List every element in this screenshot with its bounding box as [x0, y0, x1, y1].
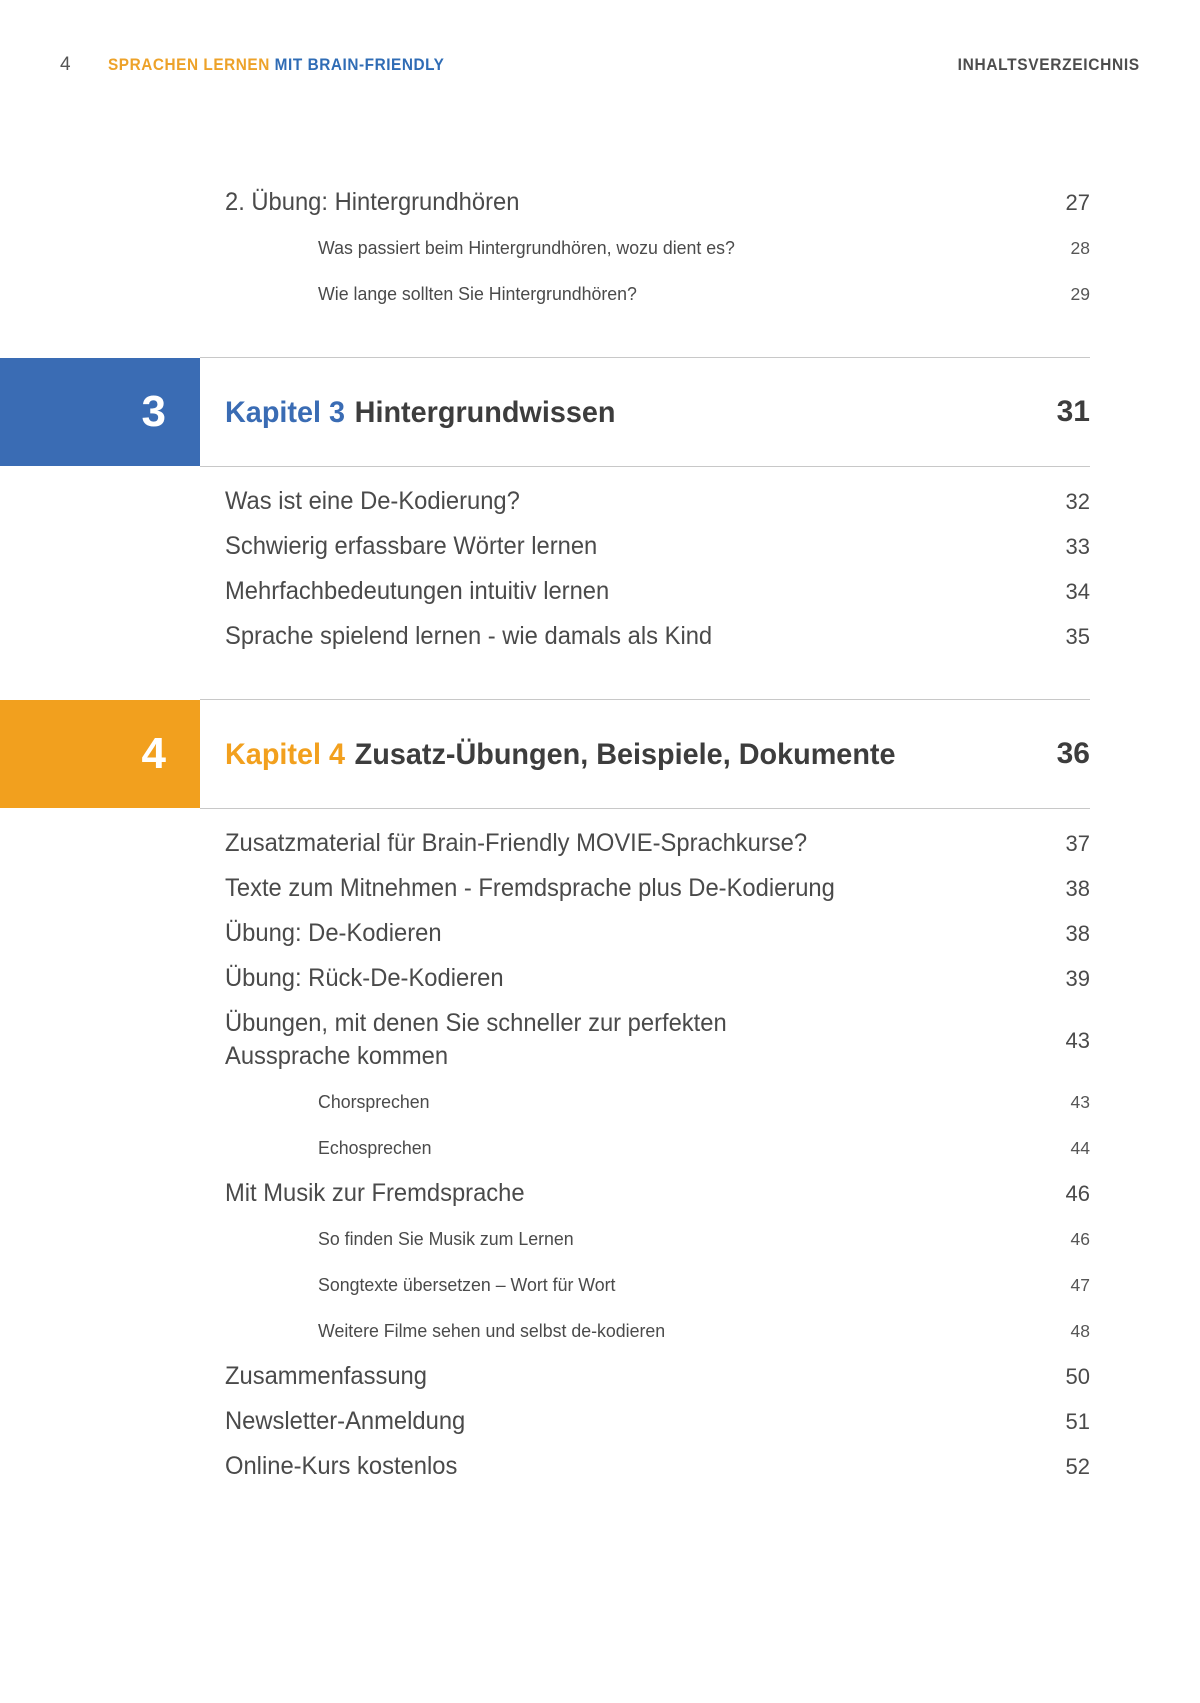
toc-entry-page-number: 44 — [1070, 1138, 1090, 1158]
section-title-header: INHALTSVERZEICHNIS — [957, 56, 1140, 74]
toc-entry-title: Wie lange sollten Sie Hintergrundhören? — [318, 283, 637, 304]
brand-name-primary: SPRACHEN LERNEN — [108, 56, 270, 74]
chapter-title — [225, 392, 615, 433]
chapter-page-number: 36 — [1056, 737, 1090, 770]
toc-entry-title: Mit Musik zur Fremdsprache — [225, 1179, 525, 1207]
toc-entry[interactable] — [0, 614, 1200, 659]
toc-entry-page-number: 29 — [1070, 284, 1090, 304]
toc-entry-page-number: 35 — [1065, 624, 1090, 649]
book-title-brand — [108, 56, 444, 75]
table-of-contents — [0, 118, 1200, 1489]
toc-entry-page-number: 37 — [1065, 831, 1090, 856]
chapter-entry-list — [0, 469, 1200, 659]
toc-subentry[interactable] — [0, 1079, 1200, 1125]
toc-entry-title: Online-Kurs kostenlos — [225, 1452, 458, 1480]
toc-entry-title: Zusatzmaterial für Brain-Friendly MOVIE-Sprachkurse? — [225, 829, 808, 857]
chapter-number-tab — [0, 700, 200, 808]
toc-entry-page-number: 34 — [1065, 579, 1090, 604]
chapter-title — [225, 734, 896, 775]
divider-line — [200, 466, 1090, 467]
chapter-name: Hintergrundwissen — [354, 395, 616, 429]
toc-entry-title: Übung: Rück-De-Kodieren — [225, 964, 504, 992]
toc-entry-title: Was ist eine De-Kodierung? — [225, 487, 520, 515]
toc-entry-page-number: 28 — [1070, 238, 1090, 258]
toc-entry-title: Chorsprechen — [318, 1091, 430, 1112]
toc-lead-entries — [0, 118, 1200, 317]
toc-entry-page-number: 51 — [1065, 1409, 1090, 1434]
chapter-number-tab — [0, 358, 200, 466]
toc-entry-title: Songtexte übersetzen – Wort für Wort — [318, 1274, 616, 1295]
toc-subentry[interactable] — [0, 225, 1200, 271]
toc-entry-page-number: 48 — [1070, 1321, 1090, 1341]
toc-subentry[interactable] — [0, 1125, 1200, 1171]
chapter-label: Kapitel 4 — [225, 737, 346, 771]
toc-entry[interactable] — [0, 1354, 1200, 1399]
toc-entry-title: 2. Übung: Hintergrundhören — [225, 188, 520, 216]
toc-entry[interactable] — [0, 569, 1200, 614]
chapter-label: Kapitel 3 — [225, 395, 346, 429]
toc-chapters — [0, 357, 1200, 1489]
toc-subentry[interactable] — [0, 1308, 1200, 1354]
toc-entry[interactable] — [0, 911, 1200, 956]
toc-entry-title: Sprache spielend lernen - wie damals als Kind — [225, 622, 713, 650]
toc-entry-title: Echosprechen — [318, 1137, 432, 1158]
toc-subentry[interactable] — [0, 1262, 1200, 1308]
chapter-entry-list — [0, 811, 1200, 1489]
toc-entry-page-number: 32 — [1065, 489, 1090, 514]
toc-entry-title: Was passiert beim Hintergrundhören, wozu dient es? — [318, 237, 735, 258]
toc-entry-page-number: 52 — [1065, 1454, 1090, 1479]
toc-subentry[interactable] — [0, 271, 1200, 317]
toc-entry-title: Zusammenfassung — [225, 1362, 427, 1390]
toc-entry[interactable] — [0, 180, 1200, 225]
brand-name-secondary: MIT BRAIN-FRIENDLY — [274, 56, 445, 74]
toc-entry-title: Mehrfachbedeutungen intuitiv lernen — [225, 577, 610, 605]
toc-entry-page-number: 43 — [1065, 1027, 1090, 1053]
toc-entry[interactable] — [0, 1001, 1200, 1079]
toc-entry[interactable] — [0, 866, 1200, 911]
page-running-header — [0, 52, 1200, 82]
toc-entry[interactable] — [0, 821, 1200, 866]
toc-entry-page-number: 47 — [1070, 1275, 1090, 1295]
toc-entry[interactable] — [0, 1399, 1200, 1444]
toc-entry-page-number: 50 — [1065, 1364, 1090, 1389]
toc-entry-page-number: 46 — [1070, 1229, 1090, 1249]
chapter-number: 4 — [141, 729, 166, 778]
chapter-name: Zusatz-Übungen, Beispiele, Dokumente — [354, 737, 896, 771]
toc-entry[interactable] — [0, 1444, 1200, 1489]
toc-entry-page-number: 38 — [1065, 876, 1090, 901]
toc-entry-title: Texte zum Mitnehmen - Fremdsprache plus De-Kodierung — [225, 874, 835, 902]
chapter-header-band[interactable] — [0, 699, 1200, 809]
toc-entry[interactable] — [0, 956, 1200, 1001]
divider-line — [200, 808, 1090, 809]
toc-entry[interactable] — [0, 479, 1200, 524]
divider-line — [200, 699, 1090, 700]
toc-entry-title: Übungen, mit denen Sie schneller zur perfekten Aussprache kommen — [225, 1009, 727, 1070]
toc-entry-title: Übung: De-Kodieren — [225, 919, 442, 947]
toc-entry-title: Newsletter-Anmeldung — [225, 1407, 466, 1435]
divider-line — [200, 357, 1090, 358]
toc-entry-title: Schwierig erfassbare Wörter lernen — [225, 532, 598, 560]
toc-entry-page-number: 27 — [1065, 190, 1090, 215]
chapter-page-number: 31 — [1056, 395, 1090, 428]
chapter-header-band[interactable] — [0, 357, 1200, 467]
toc-entry-page-number: 43 — [1070, 1092, 1090, 1112]
toc-entry[interactable] — [0, 524, 1200, 569]
toc-entry-title: So finden Sie Musik zum Lernen — [318, 1228, 574, 1249]
toc-entry-page-number: 46 — [1065, 1181, 1090, 1206]
toc-entry-page-number: 38 — [1065, 921, 1090, 946]
chapter-number: 3 — [141, 387, 166, 436]
toc-subentry[interactable] — [0, 1216, 1200, 1262]
toc-entry-title: Weitere Filme sehen und selbst de-kodieren — [318, 1320, 666, 1341]
toc-entry-page-number: 33 — [1065, 534, 1090, 559]
toc-entry-page-number: 39 — [1065, 966, 1090, 991]
toc-entry[interactable] — [0, 1171, 1200, 1216]
page-number-folio: 4 — [60, 54, 71, 75]
